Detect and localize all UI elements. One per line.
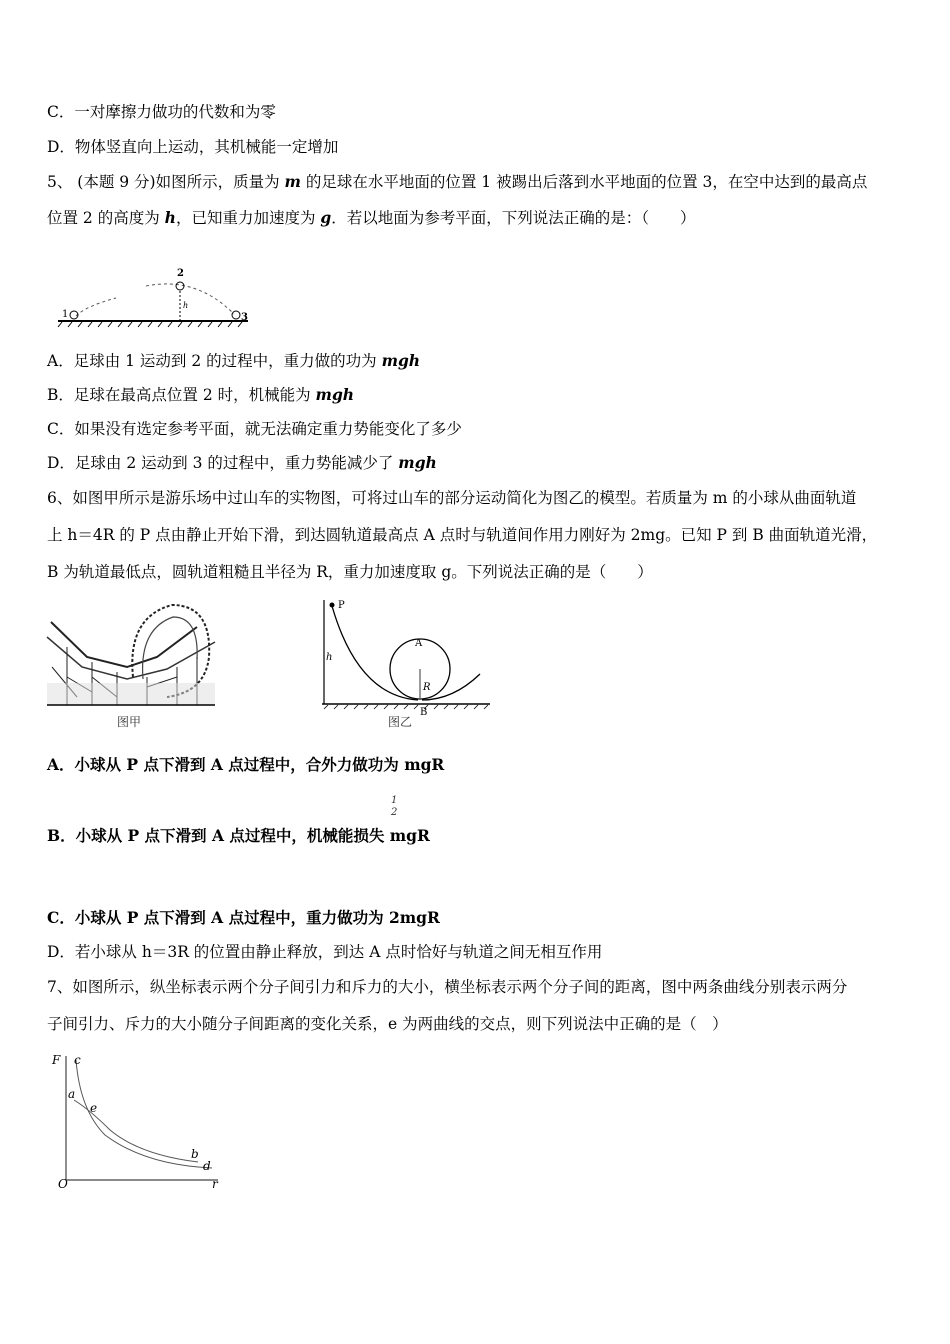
label-d: d (203, 1159, 211, 1173)
q5-option-d-text: D．足球由 2 运动到 3 的过程中，重力势能减少了 (47, 454, 399, 472)
q5-var-g: g (320, 208, 332, 227)
q6-stem-line2: 上 h＝4R 的 P 点由静止开始下滑，到达圆轨道最高点 A 点时与轨道间作用力刚好为 2mg。已知 P 到 B 曲面轨道光滑， (47, 526, 878, 544)
q5-option-d (47, 453, 437, 473)
q5-stem-line1 (47, 172, 867, 192)
q7-stem-line1: 7、如图所示，纵坐标表示两个分子间引力和斥力的大小，横坐标表示两个分子间的距离，图中两条曲线分别表示两分 (47, 978, 848, 996)
q5-football-figure (56, 266, 256, 328)
caption-figure-b: 图乙 (388, 715, 413, 729)
exit-track (422, 674, 480, 700)
track-model-figure (318, 596, 494, 718)
label-r: r (212, 1177, 218, 1191)
q5-option-d-formula: mgh (398, 453, 437, 472)
q5-stem-text: ．若以地面为参考平面，下列说法正确的是：（ ） (331, 209, 696, 227)
label-pos1: 1 (62, 309, 69, 320)
label-c: c (74, 1053, 81, 1067)
fraction-numerator: 1 (391, 795, 398, 806)
q4-option-c: C．一对摩擦力做功的代数和为零 (47, 103, 276, 121)
q6-option-a: A．小球从 P 点下滑到 A 点过程中，合外力做功为 mgR (47, 755, 445, 774)
q7-stem-line2: 子间引力、斥力的大小随分子间距离的变化关系，e 为两曲线的交点，则下列说法中正确的是（ ） (47, 1015, 728, 1033)
trajectory-rise (76, 298, 116, 316)
q5-var-h: h (164, 208, 176, 227)
q6-option-b: B．小球从 P 点下滑到 A 点过程中，机械能损失 mgR (47, 826, 430, 845)
ball-position-3 (232, 311, 240, 319)
q5-stem-text: 5、 (本题 9 分)如图所示，质量为 (47, 173, 285, 191)
q6-stem-line1: 6、如图甲所示是游乐场中过山车的实物图，可将过山车的部分运动简化为图乙的模型。若质量为 m 的小球从曲面轨道 (47, 489, 857, 507)
label-b: b (191, 1147, 199, 1161)
label-pos3: 3 (241, 312, 248, 323)
label-p: P (338, 600, 345, 611)
label-e: e (90, 1101, 98, 1115)
q5-stem-line2 (47, 208, 695, 228)
label-b: B (420, 707, 428, 718)
q6-option-c: C．小球从 P 点下滑到 A 点过程中，重力做功为 2mgR (47, 908, 440, 927)
q5-option-a (47, 351, 420, 371)
trajectory-fall (146, 284, 234, 314)
fraction-one-half (391, 795, 397, 819)
q5-option-b-text: B．足球在最高点位置 2 时，机械能为 (47, 386, 316, 404)
ball-at-p (330, 603, 335, 608)
q6-option-d: D．若小球从 h＝3R 的位置由静止释放，到达 A 点时恰好与轨道之间无相互作用 (47, 943, 603, 961)
label-o: O (58, 1177, 68, 1191)
q5-stem-text: 位置 2 的高度为 (47, 209, 165, 227)
ball-position-2 (176, 282, 184, 290)
q5-option-c: C．如果没有选定参考平面，就无法确定重力势能变化了多少 (47, 420, 462, 438)
label-h: h (326, 652, 333, 663)
label-f: F (52, 1053, 61, 1067)
q5-stem-text: 的足球在水平地面的位置 1 被踢出后落到水平地面的位置 3，在空中达到的最高点 (300, 173, 868, 191)
q4-option-d: D．物体竖直向上运动，其机械能一定增加 (47, 138, 339, 156)
q5-var-m: m (284, 172, 301, 191)
label-h: h (183, 301, 189, 310)
molecular-force-graph (50, 1050, 230, 1198)
label-a: a (68, 1087, 76, 1101)
roller-coaster-photo (47, 597, 215, 709)
q5-option-b (47, 385, 354, 405)
fraction-denominator: 2 (391, 807, 398, 818)
q6-stem-line3: B 为轨道最低点，圆轨道粗糙且半径为 R，重力加速度取 g。下列说法正确的是（ ） (47, 563, 653, 581)
label-r: R (423, 682, 431, 693)
label-a: A (415, 638, 423, 649)
label-pos2: 2 (177, 268, 184, 279)
q5-option-a-formula: mgh (381, 351, 421, 370)
curved-track (332, 606, 418, 700)
caption-figure-a: 图甲 (117, 715, 142, 729)
q5-stem-text: ，已知重力加速度为 (175, 209, 321, 227)
q5-option-b-formula: mgh (315, 385, 355, 404)
q5-option-a-text: A．足球由 1 运动到 2 的过程中，重力做的功为 (47, 352, 382, 370)
